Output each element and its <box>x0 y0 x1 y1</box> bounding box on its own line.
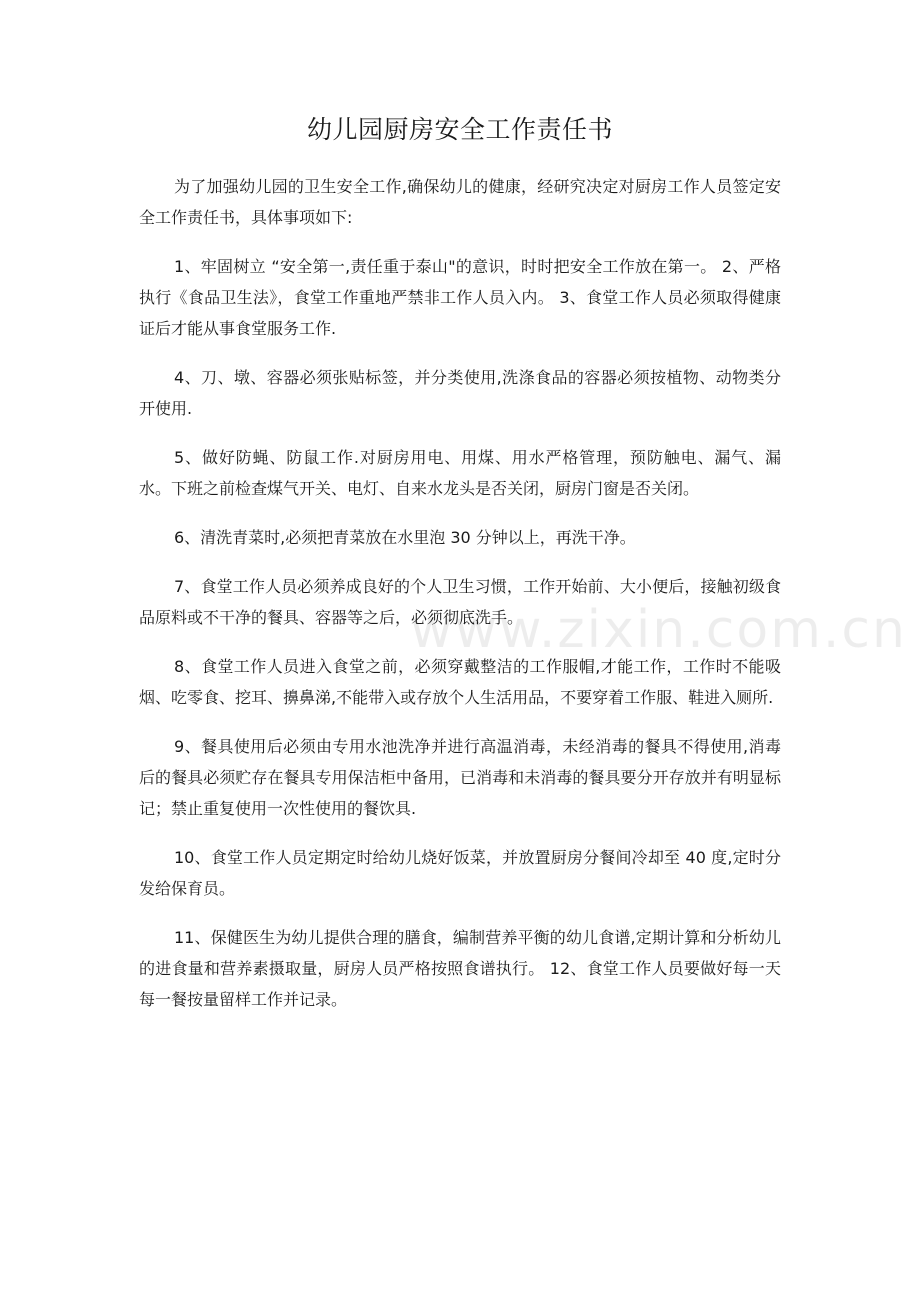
paragraph-item-4: 4、刀、墩、容器必须张贴标签，并分类使用,洗涤食品的容器必须按植物、动物类分开使用. <box>139 368 781 418</box>
paragraph-item-11-12: 11、保健医生为幼儿提供合理的膳食，编制营养平衡的幼儿食谱,定期计算和分析幼儿的进食量和营养素摄取量，厨房人员严格按照食谱执行。 12、食堂工作人员要做好每一天每一餐按量留样工作并记录。 <box>139 928 781 1009</box>
watermark: www.zixin.com.cn <box>410 600 907 660</box>
paragraph-item-9: 9、餐具使用后必须由专用水池洗净并进行高温消毒，未经消毒的餐具不得使用,消毒后的餐具必须贮存在餐具专用保洁柜中备用，已消毒和未消毒的餐具要分开存放并有明显标记；禁止重复使用一次性使用的餐饮具. <box>139 737 781 818</box>
paragraph-item-6: 6、清洗青菜时,必须把青菜放在水里泡 30 分钟以上，再洗干净。 <box>174 528 636 547</box>
paragraph-item-1-3: 1、牢固树立 “安全第一,责任重于泰山"的意识，时时把安全工作放在第一。 2、严格执行《食品卫生法》，食堂工作重地严禁非工作人员入内。 3、食堂工作人员必须取得健康证后才能从事食堂服务工作. <box>139 257 781 338</box>
document-title: 幼儿园厨房安全工作责任书 <box>306 115 613 144</box>
paragraph-item-7: 7、食堂工作人员必须养成良好的个人卫生习惯，工作开始前、大小便后，接触初级食品原料或不干净的餐具、容器等之后，必须彻底洗手。 <box>139 577 781 627</box>
paragraph-item-10: 10、食堂工作人员定期定时给幼儿烧好饭菜，并放置厨房分餐间冷却至 40 度,定时分发给保育员。 <box>139 848 781 898</box>
document-body <box>139 171 781 1033</box>
paragraph-intro: 为了加强幼儿园的卫生安全工作,确保幼儿的健康，经研究决定对厨房工作人员签定安全工作责任书，具体事项如下: <box>139 177 781 227</box>
paragraph-item-5: 5、做好防蝇、防鼠工作.对厨房用电、用煤、用水严格管理，预防触电、漏气、漏水。下班之前检查煤气开关、电灯、自来水龙头是否关闭，厨房门窗是否关闭。 <box>139 448 781 498</box>
paragraph-item-8: 8、食堂工作人员进入食堂之前，必须穿戴整洁的工作服帽,才能工作，工作时不能吸烟、吃零食、挖耳、擤鼻涕,不能带入或存放个人生活用品，不要穿着工作服、鞋进入厕所. <box>139 657 781 707</box>
